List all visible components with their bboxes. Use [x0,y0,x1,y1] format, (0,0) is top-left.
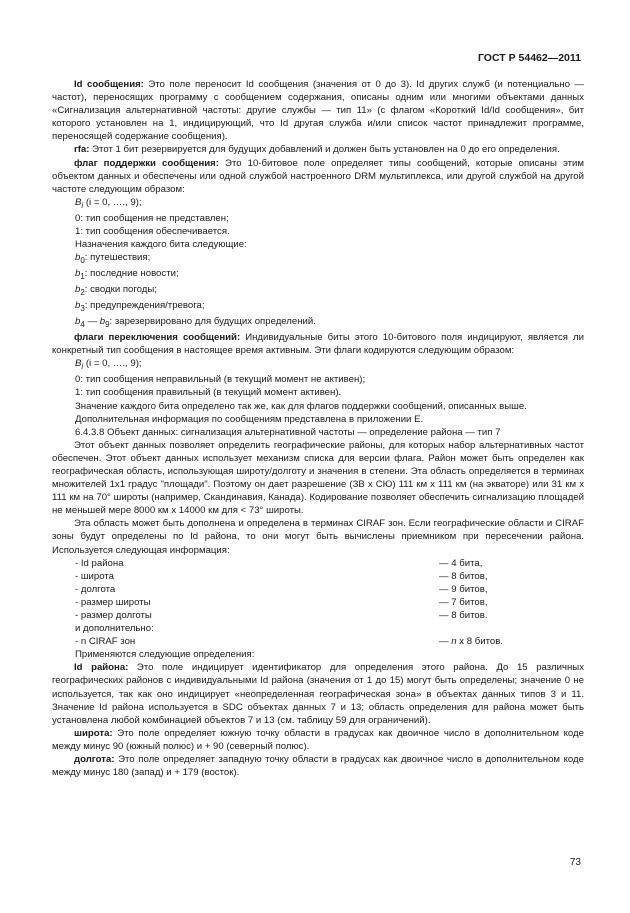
paragraph-area-id [52,661,584,726]
bit-item-reserved: $b_4$ — $b_9$: зарезервировано для будущих определений. [75,316,316,330]
paragraph-rfa [52,143,584,156]
additionally-label: и дополнительно: [75,623,154,635]
list-item: 0: тип сообщения не представлен; [75,212,229,224]
formula-bi [52,196,584,212]
paragraph-area-description: Этот объект данных позволяет определить географические районы, для которых набор альтернативных частот обеспечен. Этот объект данных использует механизм списка для версии флага. Район может быть определен как географическая область, использующая широту/долготу и значения в степени. Эта область определяется в терминах множителей 1х1 градус "площади". Поэтому он дает разрешение (ЗВ х СЮ) 111 км х 111 км (на экваторе) или 31 км х 111 км на 70° широты (например, Скандинавия, Канада). Кодирование позволяет обеспечить сигнализацию площадей не меньшей мере 8000 км х 14000 км для < 73° широты. [52,439,584,517]
term: флаги переключения сообщений: [74,332,241,344]
definition: Этот 1 бит резервируется для будущих добавлений и должен быть установлен на 0 до его определения. [89,144,560,156]
formula-rest: (i = 0, …., 9); [83,358,142,370]
bits-intro: Назначения каждого бита следующие: [75,239,247,251]
term: Id сообщения: [74,79,144,90]
term: флаг поддержки сообщения: [74,157,219,169]
paragraph-message-id [52,78,584,143]
bit-item: $b_1$: последние новости; [75,268,179,282]
bit-item: $b_0$: путешествия; [75,252,151,266]
definitions-intro: Применяются следующие определения: [75,649,255,661]
var: B [75,196,82,208]
field-row: - размер широты — 7 битов, [75,596,488,608]
var: B [75,358,82,370]
list-item: 1: тип сообщения обеспечивается. [75,225,230,237]
term: Id района: [74,662,129,674]
field-row: - широта — 8 битов, [75,570,488,582]
term: долгота: [74,754,115,766]
standard-header: ГОСТ Р 54462—2011 [477,52,581,64]
var-sub: i [81,362,84,372]
definition: Это поле индицирует идентификатор для определения этого района. До 15 различных географических районов с индивидуальными Id района (значения от 1 до 15) могут быть определены; значение 0 не используется, так как оно индицирует «неопределенная географическая зона» в объектах данных типов 3 и 11. Значение Id района используется в SDC объектах данных 7 и 13; область определения для района может быть установлена любой комбинацией объектов 7 и 13 (см. таблицу 59 для ограничений). [52,662,584,726]
field-row: - долгота — 9 битов, [75,583,488,595]
bit-meaning: Значение каждого бита определено так же, как для флагов поддержки сообщений, описанных выше. [75,400,527,412]
page-number: 73 [569,857,581,868]
field-row: - Id района — 4 бита, [75,557,483,569]
more-info: Дополнительная информация по сообщениям представлена в приложении Е. [75,413,424,425]
bit-item: $b_2$: сводки погоды; [75,284,157,298]
paragraph-longitude [52,753,584,779]
field-row: - размер долготы — 8 битов. [75,610,488,621]
definition: Это поле переносит Id сообщения (значения от 0 до 3). Id других служб (и потенциально — частот), переносящих программу с сообщением содержания, описаны одним или многими объектами данных «Сигнализация альтернативной частоты: другие службы — тип 11» (с флагом «Короткий Id/Id сообщения», бит которого установлен на 1, индицирующий, что Id другая служба и/или список частот принадлежит программе, переносящей содержание сообщения). [52,79,584,143]
section-heading: 6.4.3.8 Объект данных: сигнализация альтернативной частоты — определение района — тип 7 [75,426,501,438]
formula-rest: (i = 0, …., 9); [83,196,142,208]
paragraph-ciraf: Эта область может быть дополнена и определена в терминах CIRAF зон. Если географические области и CIRAF зоны будут определены по Id района, то они могут быть вычислены приемником при пересечении района. Используется следующая информация: [52,518,584,556]
list-item: 0: тип сообщения неправильный (в текущий момент не активен); [75,374,366,386]
field-row-ciraf: - n CIRAF зон — n х 8 битов. [75,636,503,648]
list-item: 1: тип сообщения правильный (в текущий момент активен). [75,387,342,399]
paragraph-support-flag [52,157,584,196]
paragraph-latitude [52,727,584,753]
bit-item: $b_3$: предупреждения/тревога; [75,300,205,314]
document-body [52,78,584,779]
formula-bi [52,357,584,373]
term: широта: [74,727,113,739]
paragraph-switch-flags [52,331,584,357]
definition: Это поле определяет южную точку области в градусах как двоичное число в дополнительном коде между минус 90 (южный полюс) и + 90 (северный полюс). [52,727,584,752]
var-sub: i [81,200,84,210]
definition: Это поле определяет западную точку области в градусах как двоичное число в дополнительном коде между минус 180 (запад) и + 179 (восток). [52,754,584,779]
definition: Это 10-битовое поле определяет типы сообщений, которые описаны этим объектом данных и обеспечены или одной службой настроенного DRM мультиплекса, или другой службой на другой частоте следующим образом: [52,157,584,195]
term: rfa: [74,144,90,156]
definition: Индивидуальные биты этого 10-битового поля индицируют, является ли конкретный тип сообщения в настоящее время активным. Эти флаги кодируются следующим образом: [52,332,584,357]
